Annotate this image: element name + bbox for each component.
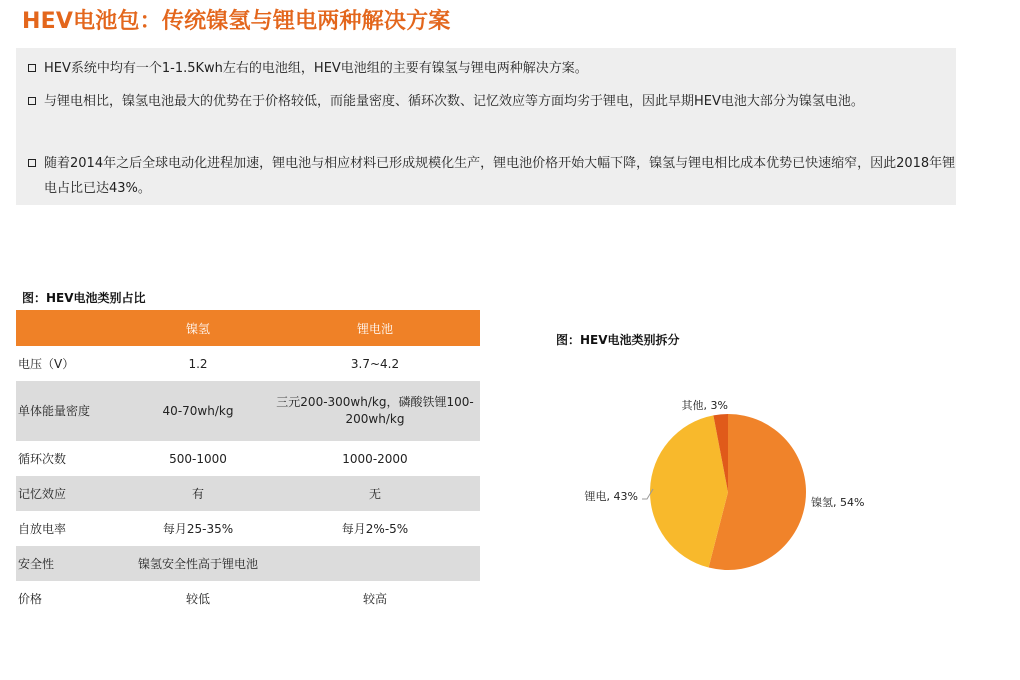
table-cell: 每月25-35% [162, 522, 234, 536]
table-row [16, 546, 480, 581]
table-row [16, 581, 480, 616]
table-row [16, 346, 480, 381]
table-cell: 500-1000 [169, 451, 227, 466]
comparison-table [16, 310, 480, 616]
row-label: 自放电率 [18, 522, 67, 536]
table-caption: 图：HEV电池类别占比 [22, 291, 146, 305]
table-row [16, 511, 480, 546]
table-cell: 镍氢安全性高于锂电池 [126, 546, 270, 581]
table-row [16, 476, 480, 511]
row-label: 价格 [18, 592, 43, 606]
header-cell: 镍氢 [126, 310, 270, 346]
table-cell: 1.2 [188, 356, 208, 371]
table-cell: 较高 [362, 592, 387, 606]
table-cell: 3.7~4.2 [350, 356, 400, 371]
table-cell: 较低 [185, 592, 210, 606]
header-cell: 锂电池 [270, 310, 480, 346]
table-cell: 每月2%-5% [341, 522, 409, 536]
page-title: HEV电池包：传统镍氢与锂电两种解决方案 [22, 9, 451, 34]
table-cell: 1000-2000 [342, 451, 408, 466]
table-cell: 无 [270, 476, 480, 511]
row-label: 记忆效应 [16, 476, 126, 511]
square-bullet-icon [28, 97, 36, 105]
table-row [16, 381, 480, 441]
chart-caption: 图：HEV电池类别拆分 [556, 333, 680, 347]
square-bullet-icon [28, 159, 36, 167]
table-header-row [16, 310, 480, 346]
table-row [16, 441, 480, 476]
header-cell [16, 310, 126, 346]
bullet-text: HEV系统中均有一个1-1.5Kwh左右的电池组，HEV电池组的主要有镍氢与锂电两种解决方案。 [44, 61, 588, 76]
bullet-text: 与锂电相比，镍氢电池最大的优势在于价格较低，而能量密度、循环次数、记忆效应等方面均劣于锂电，因此早期HEV电池大部分为镍氢电池。 [44, 94, 864, 109]
bullet-panel [16, 48, 956, 205]
table-cell [270, 546, 480, 581]
table-cell: 三元200-300wh/kg，磷酸铁锂100-200wh/kg [270, 381, 480, 441]
bullet-text: 随着2014年之后全球电动化进程加速，锂电池与相应材料已形成规模化生产，锂电池价格开始大幅下降，镍氢与锂电相比成本优势已快速缩窄，因此2018年锂电占比已达43%。 [44, 156, 956, 196]
table-cell: 有 [126, 476, 270, 511]
row-label: 循环次数 [18, 452, 67, 466]
row-label: 电压（V） [18, 357, 75, 371]
row-label: 安全性 [16, 546, 126, 581]
row-label: 单体能量密度 [16, 381, 126, 441]
pie-label-其他: 其他, 3% [681, 399, 728, 412]
table-cell: 40-70wh/kg [126, 381, 270, 441]
pie-label-镍氢: 镍氢, 54% [811, 496, 865, 509]
square-bullet-icon [28, 64, 36, 72]
pie-chart [560, 380, 890, 600]
pie-label-锂电: 锂电, 43% [584, 490, 638, 503]
